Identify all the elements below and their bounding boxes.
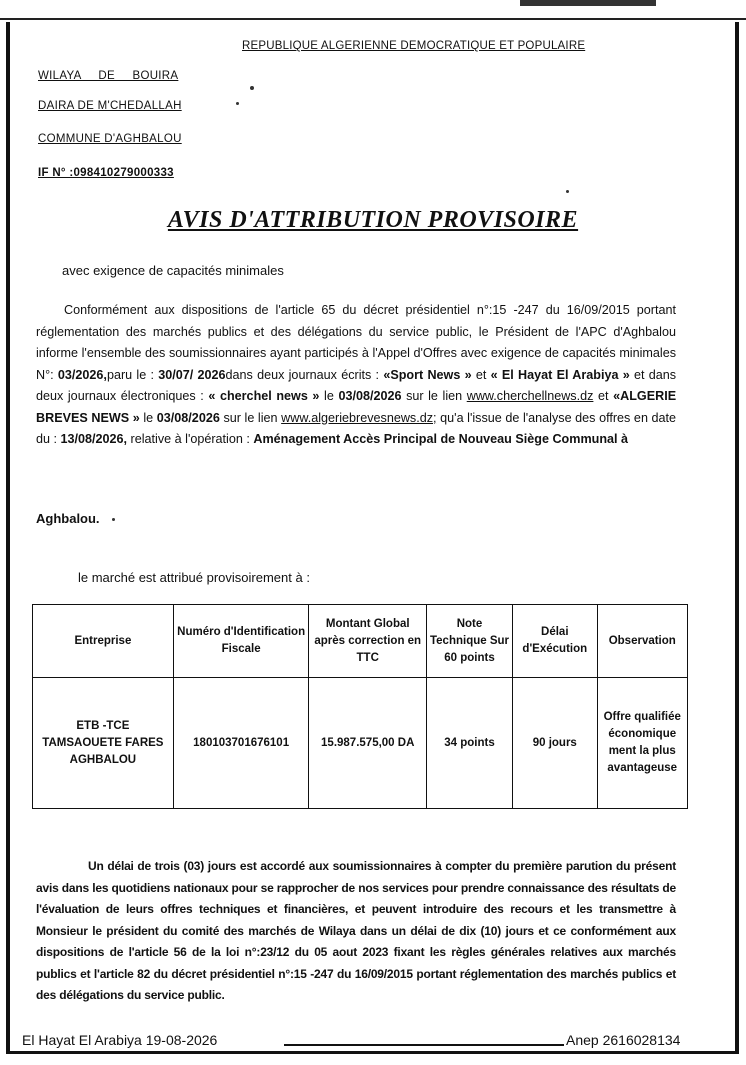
notice-bottom-rule [6,1051,739,1054]
header-observation: Observation [597,605,687,678]
republic-heading: REPUBLIQUE ALGERIENNE DEMOCRATIQUE ET POPULAIRE [242,40,586,52]
enews-date-1: 03/08/2026 [338,389,402,403]
cell-delai: 90 jours [513,678,597,809]
table-row [33,678,688,809]
journal-1: «Sport News » [383,367,472,382]
ao-number: 03/2026, [57,367,107,382]
attribution-label: le marché est attribué provisoirement à : [78,570,310,585]
body-intro: Conformément aux dispositions de l'article 65 du décret présidentiel n°:15 -247 du 16/09/2015 portant réglementation des marchés publics et des délégations du service public, le Président de l'APC d'Aghbalou informe l'ensemble des soumissionnaires ayant participés à l'Appel d'Offres avec exigence de capacités minimales N°: [36,303,676,382]
analyse-text: qu'a l'issue de l'analyse des offres en date du : [36,410,677,446]
enews-1: « cherchel news » [208,389,320,403]
anep-reference: Anep 2616028134 [566,1032,681,1048]
link-2[interactable]: www.algeriebrevesnews.dz; [281,410,437,425]
header-entreprise: Entreprise [33,605,174,678]
lien-label-1: sur le lien [406,389,463,403]
commune-line: COMMUNE D'AGHBALOU [38,133,182,145]
notice-subtitle: avec exigence de capacités minimales [62,263,284,278]
electronic-text: et dans deux journaux électroniques : [36,367,677,403]
notice-body [36,300,676,451]
cell-observation: Offre qualifiée économique ment la plus avantageuse [597,678,687,809]
header-nif: Numéro d'Identification Fiscale [173,605,309,678]
cell-entreprise: ETB -TCE TAMSAOUETE FARES AGHBALOU [33,678,174,809]
le-1: le [324,389,334,403]
cell-nif: 180103701676101 [173,678,309,809]
header-montant: Montant Global après correction en TTC [309,605,427,678]
fiscal-id-line: IF N° :098410279000333 [38,167,174,179]
journal-2: « El Hayat El Arabiya » [490,367,630,382]
notice-title: AVIS D'ATTRIBUTION PROVISOIRE [167,207,579,233]
scan-speck [112,518,115,521]
paru-label: paru le : [106,367,154,382]
header-delai: Délai d'Exécution [513,605,597,678]
footer-rule [284,1044,564,1046]
table-header-row [33,605,688,678]
masthead-decoration [520,0,656,6]
analyse-date: 13/08/2026, [60,432,128,446]
lien-label-2: sur le lien [223,410,278,425]
scan-speck [250,86,254,90]
link-1[interactable]: www.cherchellnews.dz [466,389,594,403]
journaux-text: dans deux journaux écrits : [225,367,380,382]
enews-2: «ALGERIE BREVES NEWS » [36,389,677,425]
header-note: Note Technique Sur 60 points [426,605,512,678]
scan-speck [566,190,569,193]
le-2: le [143,410,154,425]
publication-credit: El Hayat El Arabiya 19-08-2026 [22,1032,218,1048]
operation-name: Aménagement Accès Principal de Nouveau Siège Communal à [253,432,629,446]
attribution-table [32,604,688,809]
daira-line: DAIRA DE M'CHEDALLAH [38,100,182,112]
cell-montant: 15.987.575,00 DA [309,678,427,809]
operation-text: relative à l'opération : [130,432,250,446]
conjunction-2: et [598,389,609,403]
cell-note: 34 points [426,678,512,809]
scan-speck [236,102,239,105]
enews-date-2: 03/08/2026 [156,410,220,425]
paru-date: 30/07/ 2026 [158,367,226,382]
conjunction-1: et [475,367,487,382]
recourse-paragraph: Un délai de trois (03) jours est accordé aux soumissionnaires à compter du première parution du présent avis dans les quotidiens nationaux pour se rapprocher de nos services pour prendre connaissance des résultats de l'évaluation de leurs offres techniques et financières, et peuvent introduire des recours et les transmettre à Monsieur le président du comité des marchés de Wilaya dans un délai de dix (10) jours et ce conformément aux dispositions de l'article 56 de la loi n°:23/12 du 05 aout 2023 fixant les règles générales relatives aux marchés publics et l'article 82 du décret présidentiel n°:15 -247 du 16/09/2015 portant réglementation des marchés publics et des délégations du service public. [36,859,676,1002]
wilaya-line: WILAYA DE BOUIRA [38,70,179,82]
operation-end: Aghbalou. [36,511,100,526]
